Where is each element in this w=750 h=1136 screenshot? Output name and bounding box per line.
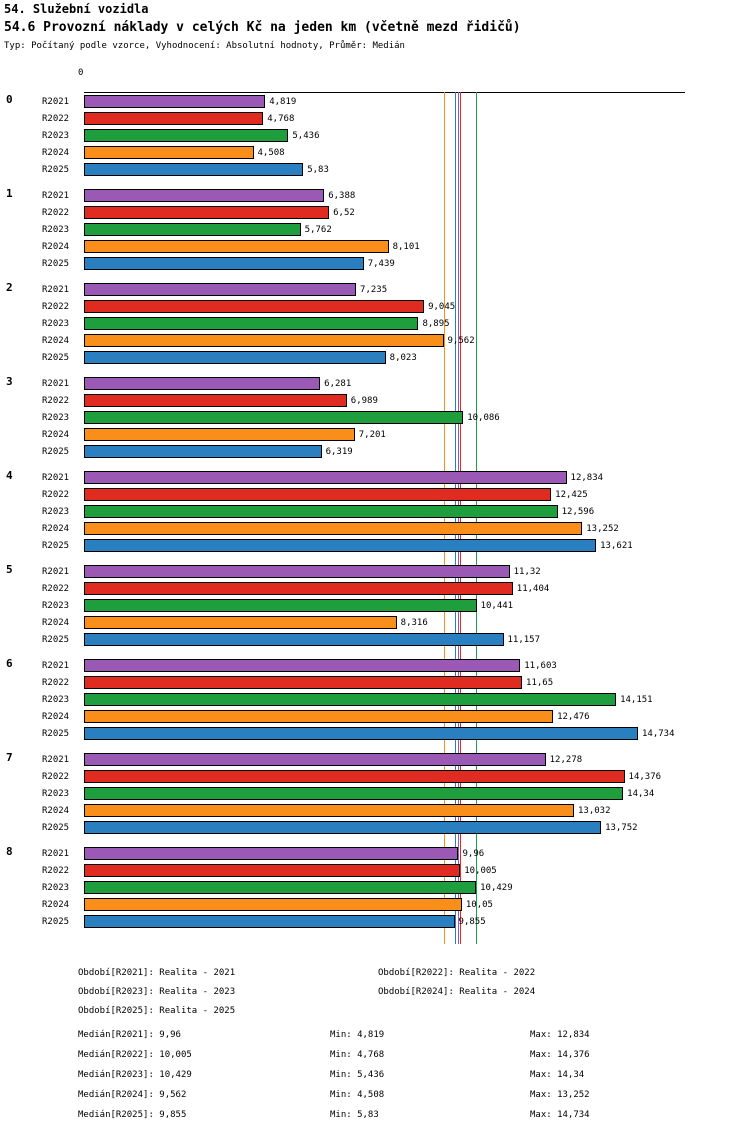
bar-value-label: 13,621: [600, 541, 633, 551]
legend-item: Období[R2021]: Realita - 2021: [78, 968, 236, 978]
bar-series-label: R2023: [42, 319, 70, 329]
bar-series-label: R2021: [42, 97, 70, 107]
bar[interactable]: [84, 804, 574, 817]
group-label: 7: [6, 751, 13, 764]
bar[interactable]: [84, 95, 265, 108]
bar-value-label: 11,65: [526, 678, 554, 688]
bar-value-label: 6,52: [333, 208, 355, 218]
bar-value-label: 7,235: [360, 285, 388, 295]
bar-series-label: R2021: [42, 661, 70, 671]
bar-series-label: R2024: [42, 806, 70, 816]
bar[interactable]: [84, 676, 522, 689]
group-label: 1: [6, 187, 13, 200]
bar-value-label: 12,278: [549, 755, 583, 765]
bar[interactable]: [84, 129, 288, 142]
bar-series-label: R2022: [42, 490, 70, 500]
bar[interactable]: [84, 351, 386, 364]
stat-min: Min: 4,768: [330, 1050, 385, 1060]
bar[interactable]: [84, 377, 320, 390]
bar-series-label: R2025: [42, 353, 70, 363]
bar-value-label: 11,157: [507, 635, 541, 645]
bar[interactable]: [84, 847, 458, 860]
group-label: 3: [6, 375, 13, 388]
bar-value-label: 14,376: [628, 772, 662, 782]
legend-item: Období[R2025]: Realita - 2025: [78, 1006, 236, 1016]
bar-value-label: 5,436: [292, 131, 320, 141]
bar-series-label: R2025: [42, 917, 70, 927]
bar-value-label: 14,151: [620, 695, 653, 705]
group-label: 6: [6, 657, 13, 670]
bar[interactable]: [84, 146, 254, 159]
bar[interactable]: [84, 189, 324, 202]
bar-value-label: 9,96: [462, 849, 485, 859]
bar-series-label: R2023: [42, 507, 70, 517]
stat-min: Min: 5,436: [330, 1070, 385, 1080]
bar-value-label: 14,734: [641, 729, 675, 739]
axis-origin-label: 0: [78, 68, 84, 78]
bar-value-label: 11,404: [516, 584, 550, 594]
bar-value-label: 6,319: [325, 447, 353, 457]
bar-series-label: R2021: [42, 849, 70, 859]
stat-median: Medián[R2022]: 10,005: [78, 1050, 192, 1060]
group-label: 2: [6, 281, 13, 294]
bar-value-label: 4,768: [267, 114, 295, 124]
bar-value-label: 8,316: [400, 618, 428, 628]
bar[interactable]: [84, 616, 397, 629]
bar-value-label: 10,086: [467, 413, 500, 423]
bar[interactable]: [84, 821, 601, 834]
bar[interactable]: [84, 317, 418, 330]
bar[interactable]: [84, 727, 638, 740]
bar[interactable]: [84, 505, 558, 518]
bar[interactable]: [84, 770, 625, 783]
bar-value-label: 5,762: [304, 225, 332, 235]
stat-max: Max: 13,252: [530, 1090, 590, 1100]
bar[interactable]: [84, 659, 520, 672]
stat-min: Min: 5,83: [330, 1110, 379, 1120]
legend-item: Období[R2022]: Realita - 2022: [378, 968, 536, 978]
bar-series-label: R2023: [42, 789, 70, 799]
stat-median: Medián[R2024]: 9,562: [78, 1090, 187, 1100]
bar[interactable]: [84, 488, 551, 501]
bar-series-label: R2022: [42, 866, 70, 876]
group-label: 8: [6, 845, 13, 858]
bar-series-label: R2023: [42, 601, 70, 611]
group-label: 5: [6, 563, 13, 576]
bar-value-label: 7,201: [358, 430, 386, 440]
bar-value-label: 13,252: [586, 524, 619, 534]
bar[interactable]: [84, 710, 553, 723]
bar[interactable]: [84, 445, 322, 458]
bar-value-label: 10,05: [465, 900, 493, 910]
bar-series-label: R2022: [42, 396, 70, 406]
stat-min: Min: 4,819: [330, 1030, 385, 1040]
group-label: 0: [6, 93, 13, 106]
bar-chart: [0, 68, 750, 955]
x-axis-line: [84, 92, 685, 93]
bar[interactable]: [84, 257, 364, 270]
bar-series-label: R2021: [42, 191, 70, 201]
bar[interactable]: [84, 112, 263, 125]
bar-series-label: R2022: [42, 584, 70, 594]
bar[interactable]: [84, 753, 546, 766]
bar-value-label: 13,752: [605, 823, 638, 833]
bar-value-label: 8,023: [389, 353, 417, 363]
bar-series-label: R2025: [42, 165, 70, 175]
bar-series-label: R2025: [42, 541, 70, 551]
bar[interactable]: [84, 223, 301, 236]
bar-value-label: 13,032: [578, 806, 611, 816]
bar-value-label: 6,281: [324, 379, 352, 389]
bar-series-label: R2025: [42, 447, 70, 457]
bar-value-label: 4,819: [269, 97, 297, 107]
bar[interactable]: [84, 693, 616, 706]
bar-value-label: 14,34: [627, 789, 655, 799]
bar[interactable]: [84, 864, 460, 877]
page-title: 54. Služební vozidla: [4, 2, 149, 16]
stat-max: Max: 14,34: [530, 1070, 585, 1080]
bar-series-label: R2022: [42, 678, 70, 688]
bar-series-label: R2024: [42, 618, 70, 628]
bar-value-label: 9,045: [428, 302, 456, 312]
bar-value-label: 10,005: [464, 866, 497, 876]
group-label: 4: [6, 469, 13, 482]
bar-value-label: 5,83: [307, 165, 329, 175]
bar[interactable]: [84, 582, 513, 595]
bar[interactable]: [84, 599, 477, 612]
bar-series-label: R2024: [42, 524, 70, 534]
bar[interactable]: [84, 394, 347, 407]
bar-series-label: R2021: [42, 285, 70, 295]
bar-value-label: 11,603: [524, 661, 557, 671]
bar-series-label: R2022: [42, 114, 70, 124]
bar-value-label: 8,101: [392, 242, 420, 252]
bar-series-label: R2025: [42, 259, 70, 269]
bar[interactable]: [84, 283, 356, 296]
legend-item: Období[R2024]: Realita - 2024: [378, 987, 536, 997]
bar-series-label: R2025: [42, 729, 70, 739]
stat-max: Max: 14,734: [530, 1110, 590, 1120]
bar-series-label: R2024: [42, 900, 70, 910]
bar-series-label: R2021: [42, 473, 70, 483]
bar-value-label: 9,562: [447, 336, 475, 346]
bar-series-label: R2025: [42, 823, 70, 833]
bar-value-label: 10,429: [480, 883, 513, 893]
bar[interactable]: [84, 411, 463, 424]
stat-median: Medián[R2025]: 9,855: [78, 1110, 187, 1120]
bar-value-label: 12,425: [555, 490, 588, 500]
bar-series-label: R2024: [42, 712, 70, 722]
bar[interactable]: [84, 915, 455, 928]
bar-series-label: R2024: [42, 148, 70, 158]
bar-series-label: R2022: [42, 302, 70, 312]
bar-value-label: 6,388: [328, 191, 356, 201]
bar[interactable]: [84, 633, 504, 646]
chart-subtitle: Typ: Počítaný podle vzorce, Vyhodnocení: Absolutní hodnoty, Průměr: Medián: [4, 41, 405, 51]
bar[interactable]: [84, 522, 582, 535]
bar-series-label: R2021: [42, 379, 70, 389]
bar-series-label: R2023: [42, 225, 70, 235]
bar[interactable]: [84, 428, 355, 441]
stat-median: Medián[R2021]: 9,96: [78, 1030, 181, 1040]
bar[interactable]: [84, 787, 623, 800]
bar[interactable]: [84, 539, 596, 552]
bar-value-label: 12,834: [570, 473, 604, 483]
stat-max: Max: 12,834: [530, 1030, 590, 1040]
bar-series-label: R2021: [42, 755, 70, 765]
bar-series-label: R2023: [42, 413, 70, 423]
bar-series-label: R2023: [42, 883, 70, 893]
bar-value-label: 12,476: [557, 712, 590, 722]
bar-series-label: R2023: [42, 131, 70, 141]
bar-series-label: R2023: [42, 695, 70, 705]
bar-value-label: 8,895: [422, 319, 450, 329]
bar-value-label: 4,508: [257, 148, 285, 158]
bar[interactable]: [84, 881, 476, 894]
bar-value-label: 12,596: [561, 507, 595, 517]
chart-title: 54.6 Provozní náklady v celých Kč na jeden km (včetně mezd řidičů): [4, 20, 521, 35]
stat-min: Min: 4,508: [330, 1090, 385, 1100]
bar-value-label: 9,855: [458, 917, 486, 927]
bar[interactable]: [84, 206, 329, 219]
bar[interactable]: [84, 471, 567, 484]
bar[interactable]: [84, 334, 444, 347]
bar-value-label: 7,439: [367, 259, 395, 269]
bar[interactable]: [84, 898, 462, 911]
stat-max: Max: 14,376: [530, 1050, 590, 1060]
bar-value-label: 6,989: [350, 396, 378, 406]
bar-series-label: R2021: [42, 567, 70, 577]
stat-median: Medián[R2023]: 10,429: [78, 1070, 192, 1080]
bar[interactable]: [84, 300, 424, 313]
bar[interactable]: [84, 240, 389, 253]
bar-value-label: 11,32: [513, 567, 541, 577]
bar-series-label: R2024: [42, 430, 70, 440]
bar-series-label: R2022: [42, 208, 70, 218]
bar-series-label: R2024: [42, 336, 70, 346]
bar[interactable]: [84, 163, 303, 176]
bar-series-label: R2022: [42, 772, 70, 782]
bar-value-label: 10,441: [480, 601, 514, 611]
bar-series-label: R2025: [42, 635, 70, 645]
bar[interactable]: [84, 565, 510, 578]
legend-item: Období[R2023]: Realita - 2023: [78, 987, 236, 997]
bar-series-label: R2024: [42, 242, 70, 252]
